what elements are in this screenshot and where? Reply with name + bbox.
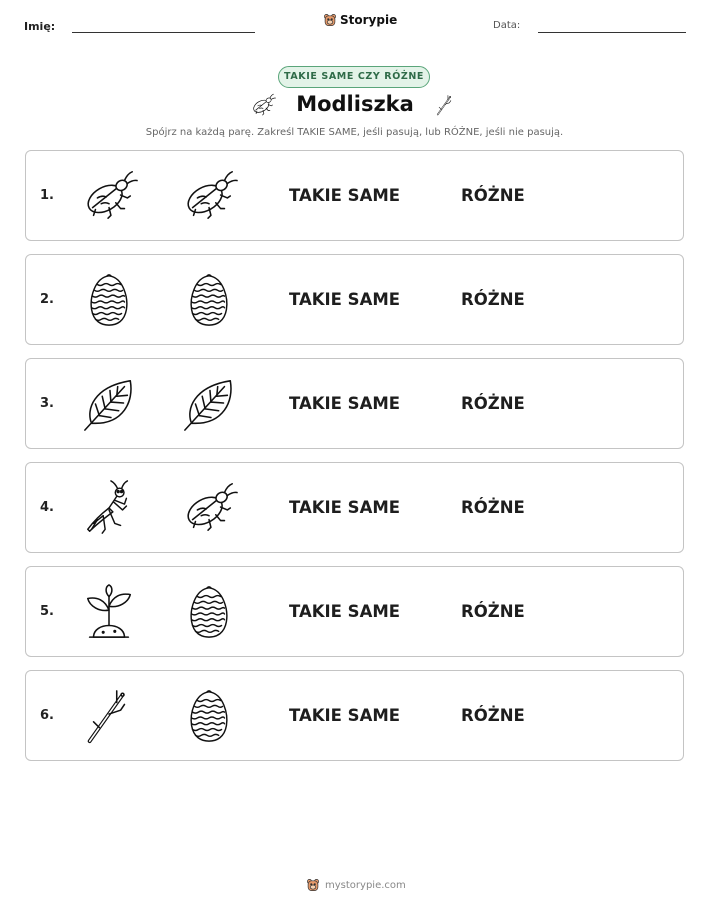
row-number: 1. [40, 188, 54, 203]
comparison-row-6 [25, 670, 684, 761]
twig-icon [80, 687, 138, 745]
bear-logo-icon [306, 878, 320, 892]
bear-logo-icon [323, 13, 337, 27]
footer [306, 878, 406, 892]
row-number: 2. [40, 292, 54, 307]
row-number: 4. [40, 500, 54, 515]
instructions-text: Spójrz na każdą parę. Zakreśl TAKIE SAME, jeśli pasują, lub RÓŻNE, jeśli nie pasują. [145, 127, 564, 138]
option-different[interactable]: RÓŻNE [461, 602, 525, 621]
option-same[interactable]: TAKIE SAME [289, 186, 401, 205]
page-title: Modliszka [296, 92, 414, 116]
option-different[interactable]: RÓŻNE [461, 186, 525, 205]
option-same[interactable]: TAKIE SAME [289, 602, 401, 621]
twig-icon [434, 91, 456, 119]
worksheet-type-badge: TAKIE SAME CZY RÓŻNE [278, 66, 430, 88]
beetle-icon [250, 92, 276, 118]
option-same[interactable]: TAKIE SAME [289, 394, 401, 413]
row-number: 3. [40, 396, 54, 411]
worksheet-header [0, 0, 709, 50]
option-same[interactable]: TAKIE SAME [289, 706, 401, 725]
comparison-row-2 [25, 254, 684, 345]
date-label: Data: [493, 20, 521, 31]
name-field-line[interactable] [72, 32, 255, 33]
name-label: Imię: [24, 20, 56, 33]
option-same[interactable]: TAKIE SAME [289, 498, 401, 517]
beetle-icon [80, 167, 138, 225]
row-number: 6. [40, 708, 54, 723]
option-same[interactable]: TAKIE SAME [289, 290, 401, 309]
date-field-line[interactable] [538, 32, 686, 33]
option-different[interactable]: RÓŻNE [461, 706, 525, 725]
pinecone-icon [80, 271, 138, 329]
comparison-row-1 [25, 150, 684, 241]
leaf-icon [180, 375, 238, 433]
sprout-icon [80, 583, 138, 641]
mantis-icon [80, 479, 138, 537]
pinecone-icon [180, 687, 238, 745]
option-different[interactable]: RÓŻNE [461, 394, 525, 413]
option-different[interactable]: RÓŻNE [461, 498, 525, 517]
comparison-row-3 [25, 358, 684, 449]
leaf-icon [80, 375, 138, 433]
option-different[interactable]: RÓŻNE [461, 290, 525, 309]
footer-site: mystorypie.com [325, 879, 406, 891]
comparison-row-4 [25, 462, 684, 553]
beetle-icon [180, 479, 238, 537]
row-number: 5. [40, 604, 54, 619]
brand-logo [323, 13, 397, 27]
pinecone-icon [180, 271, 238, 329]
brand-name: Storypie [340, 13, 398, 27]
comparison-row-5 [25, 566, 684, 657]
pinecone-icon [180, 583, 238, 641]
beetle-icon [180, 167, 238, 225]
